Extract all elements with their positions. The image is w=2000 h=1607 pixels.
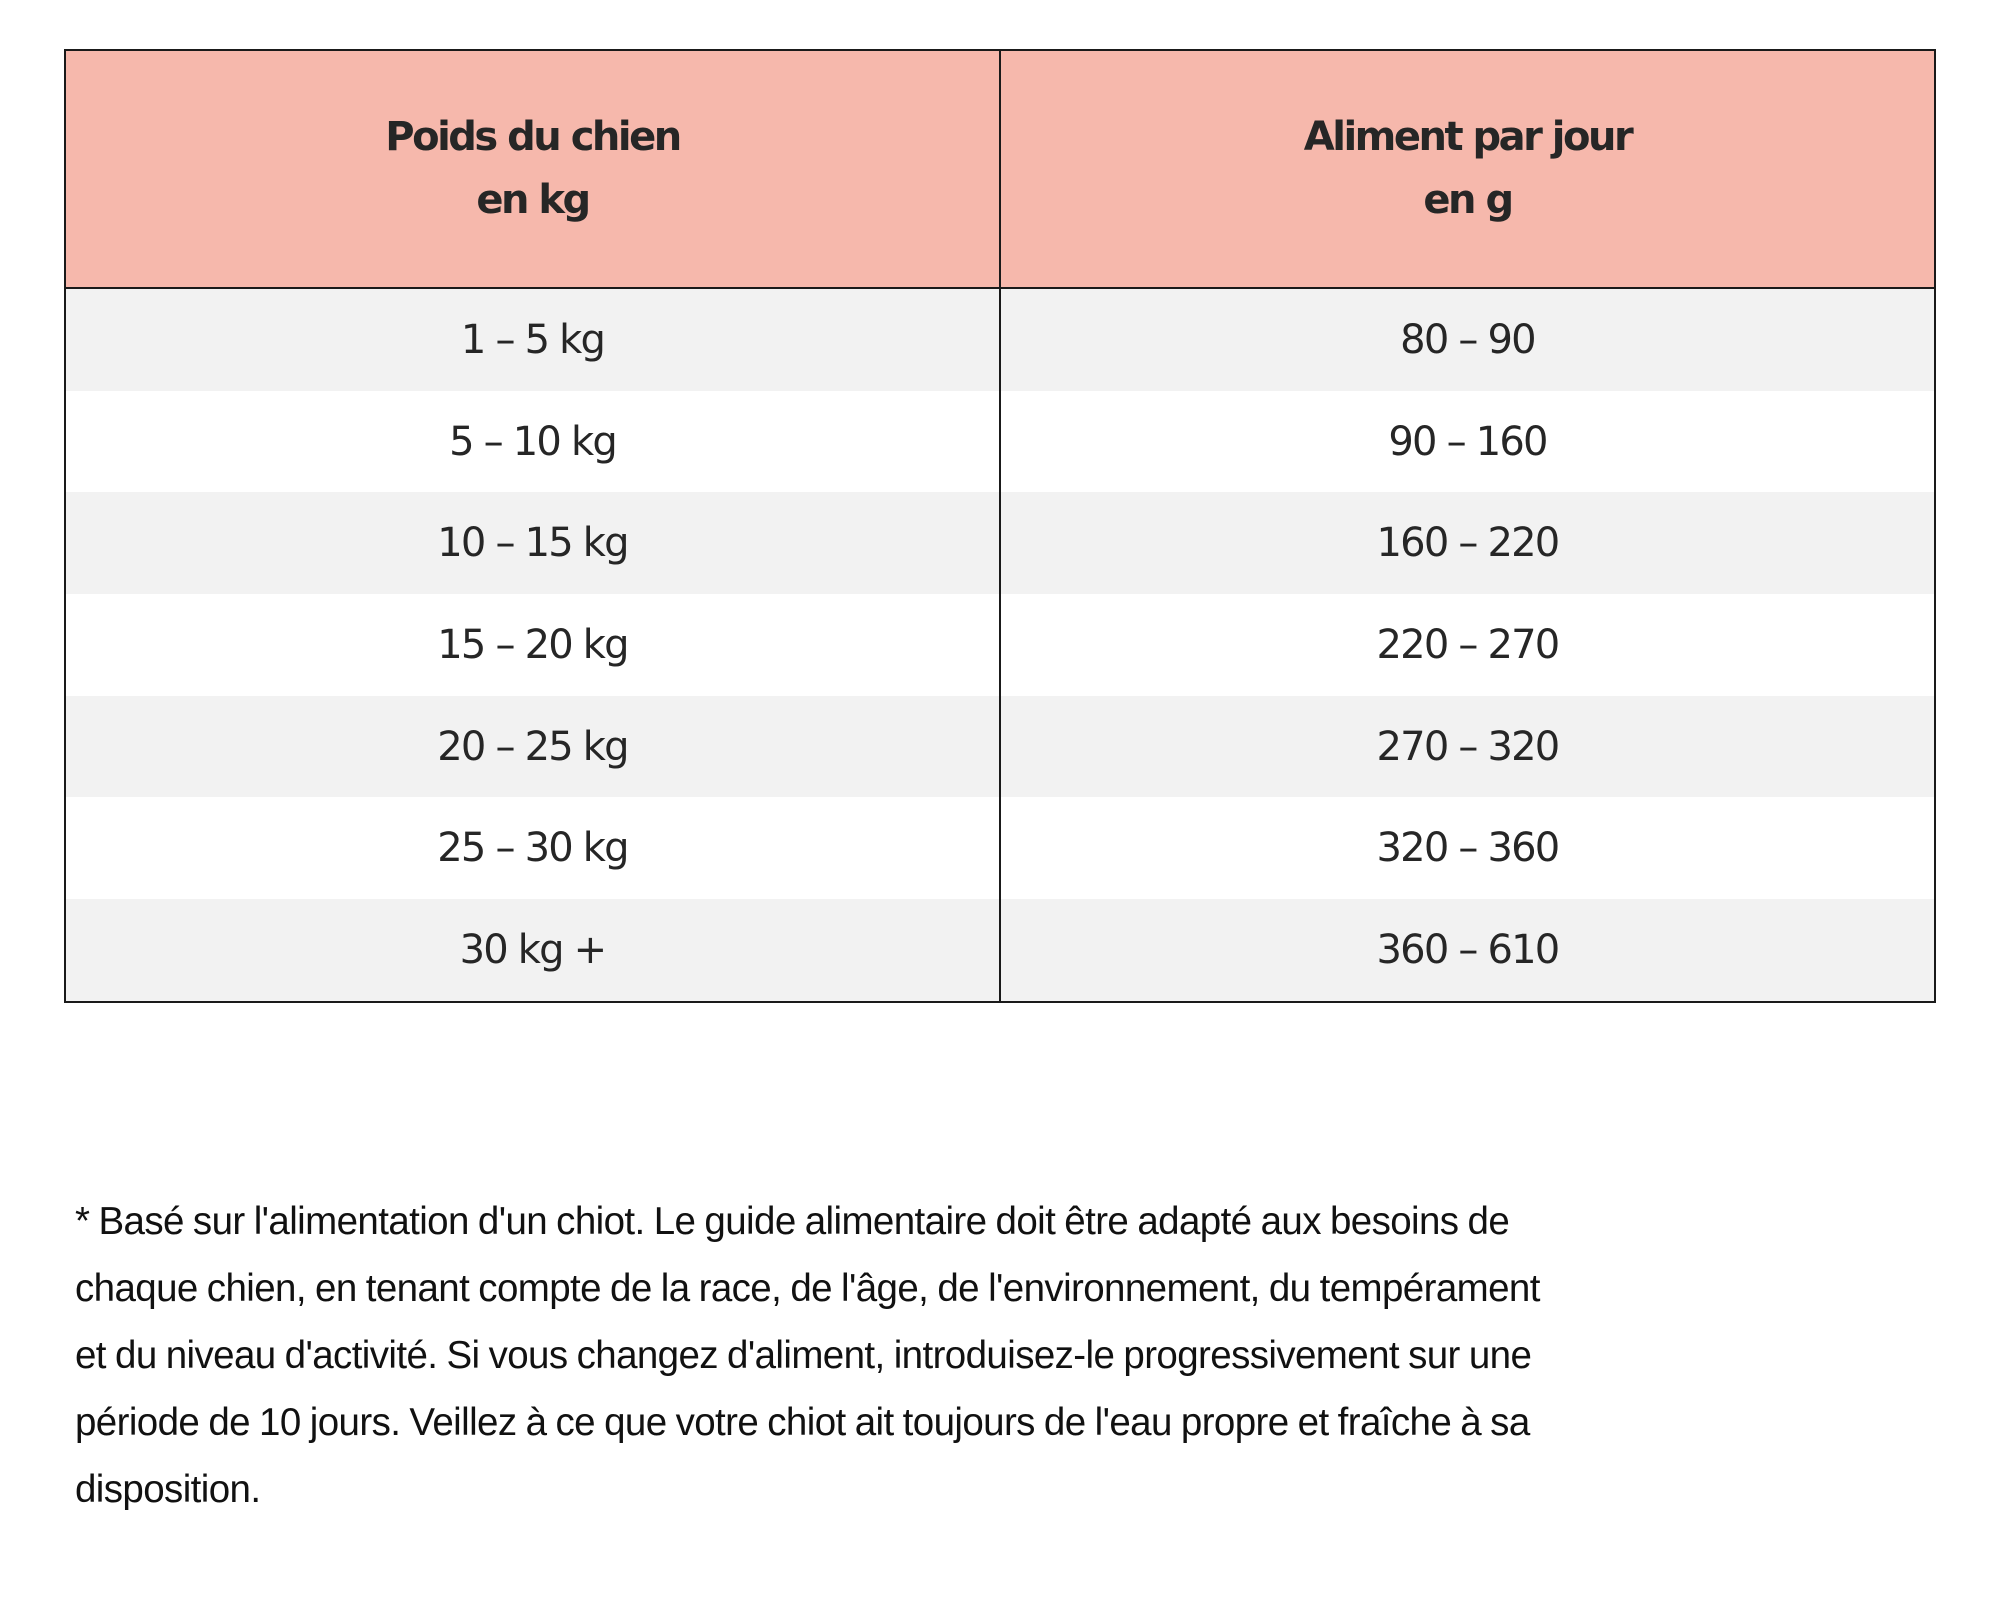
table-row — [65, 492, 1935, 594]
table-header-row — [65, 50, 1935, 288]
food-cell: 270 – 320 — [1000, 696, 1935, 798]
feeding-guide-table — [64, 49, 1936, 1003]
header-food-per-day — [1000, 50, 1935, 288]
table-row — [65, 696, 1935, 798]
weight-cell: 15 – 20 kg — [65, 594, 1000, 696]
header-dog-weight-line1: Poids du chien — [385, 114, 680, 160]
weight-cell: 5 – 10 kg — [65, 391, 1000, 493]
food-cell: 360 – 610 — [1000, 899, 1935, 1002]
food-cell: 160 – 220 — [1000, 492, 1935, 594]
food-cell: 220 – 270 — [1000, 594, 1935, 696]
weight-cell: 10 – 15 kg — [65, 492, 1000, 594]
table-row — [65, 797, 1935, 899]
footnote-line: période de 10 jours. Veillez à ce que votre chiot ait toujours de l'eau propre et fraîche à sa — [75, 1401, 1530, 1444]
table-row — [65, 391, 1935, 493]
table-row — [65, 288, 1935, 391]
table-row — [65, 899, 1935, 1002]
footnote-line: disposition. — [75, 1468, 261, 1511]
header-dog-weight-line2: en kg — [476, 177, 589, 223]
weight-cell: 20 – 25 kg — [65, 696, 1000, 798]
weight-cell: 30 kg + — [65, 899, 1000, 1002]
weight-cell: 25 – 30 kg — [65, 797, 1000, 899]
food-cell: 80 – 90 — [1000, 288, 1935, 391]
footnote-line: * Basé sur l'alimentation d'un chiot. Le guide alimentaire doit être adapté aux besoins de — [75, 1200, 1510, 1243]
footnote-line: et du niveau d'activité. Si vous changez d'aliment, introduisez-le progressivement sur une — [75, 1334, 1532, 1377]
food-cell: 320 – 360 — [1000, 797, 1935, 899]
table-row — [65, 594, 1935, 696]
weight-cell: 1 – 5 kg — [65, 288, 1000, 391]
header-food-per-day-line1: Aliment par jour — [1303, 114, 1632, 160]
header-dog-weight — [65, 50, 1000, 288]
header-food-per-day-line2: en g — [1423, 177, 1512, 223]
food-cell: 90 – 160 — [1000, 391, 1935, 493]
footnote — [75, 1188, 1935, 1523]
footnote-line: chaque chien, en tenant compte de la race, de l'âge, de l'environnement, du tempérament — [75, 1267, 1540, 1310]
